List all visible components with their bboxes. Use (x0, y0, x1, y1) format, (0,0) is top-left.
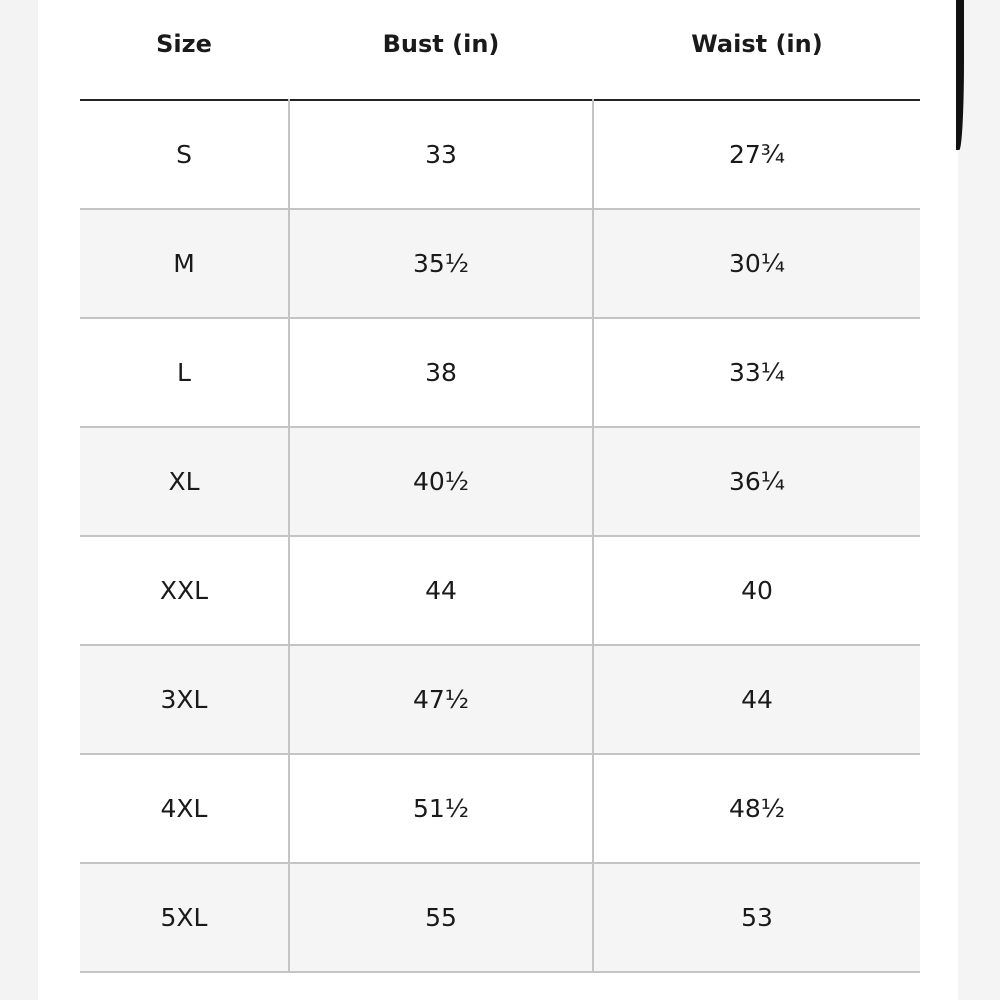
bust-cell: 40½ (412, 467, 470, 496)
table-row (80, 101, 920, 210)
bust-cell: 44 (425, 576, 457, 605)
size-cell: XXL (159, 576, 209, 605)
table-row (80, 864, 920, 973)
size-cell: XL (168, 467, 200, 496)
bust-cell: 55 (425, 903, 457, 932)
bust-cell: 51½ (412, 794, 470, 823)
waist-cell: 48½ (728, 794, 786, 823)
bust-cell: 38 (425, 358, 457, 387)
size-cell: M (173, 249, 195, 278)
header-waist: Waist (in) (691, 30, 823, 58)
waist-cell: 36¼ (728, 467, 786, 496)
table-row (80, 537, 920, 646)
table-header (80, 0, 920, 101)
size-chart-table (80, 0, 920, 973)
bust-cell: 33 (425, 140, 457, 169)
waist-cell: 44 (741, 685, 773, 714)
header-bust: Bust (in) (382, 30, 500, 58)
column-divider (288, 99, 290, 972)
column-divider (592, 99, 594, 972)
size-cell: S (176, 140, 192, 169)
table-row (80, 755, 920, 864)
size-cell: 3XL (160, 685, 208, 714)
size-cell: L (177, 358, 191, 387)
waist-cell: 30¼ (728, 249, 786, 278)
table-row (80, 646, 920, 755)
waist-cell: 53 (741, 903, 773, 932)
bust-cell: 35½ (412, 249, 470, 278)
page-margin-left (0, 0, 38, 1000)
table-row (80, 210, 920, 319)
table-row (80, 319, 920, 428)
waist-cell: 27¾ (728, 140, 786, 169)
header-size: Size (156, 30, 212, 58)
size-cell: 4XL (160, 794, 208, 823)
page-margin-right (958, 0, 1000, 1000)
waist-cell: 33¼ (728, 358, 786, 387)
table-row (80, 428, 920, 537)
size-cell: 5XL (160, 903, 208, 932)
waist-cell: 40 (741, 576, 773, 605)
bust-cell: 47½ (412, 685, 470, 714)
